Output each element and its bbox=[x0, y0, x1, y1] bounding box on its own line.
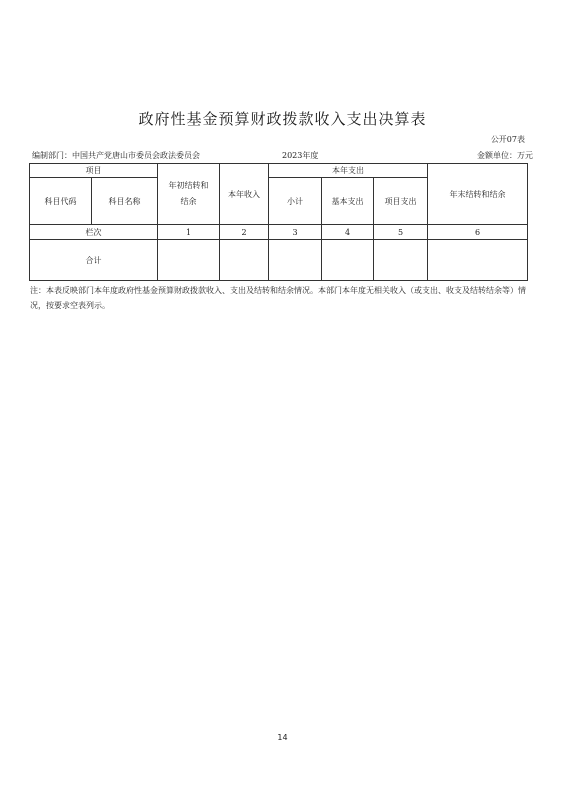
header-closing-balance: 年末结转和结余 bbox=[428, 164, 528, 225]
header-subject-name: 科目名称 bbox=[92, 178, 158, 225]
header-subject-code: 科目代码 bbox=[30, 178, 92, 225]
col-number-6: 6 bbox=[428, 225, 528, 240]
meta-row bbox=[30, 150, 535, 162]
col-number-2: 2 bbox=[220, 225, 269, 240]
budget-table bbox=[29, 163, 528, 281]
compiling-unit: 编制部门：中国共产党唐山市委员会政法委员会 bbox=[32, 151, 200, 160]
header-basic-expense: 基本支出 bbox=[322, 178, 374, 225]
header-project: 项目 bbox=[30, 164, 158, 178]
col-index-label: 栏次 bbox=[30, 225, 158, 240]
page-title: 政府性基金预算财政拨款收入支出决算表 bbox=[138, 110, 427, 128]
total-cell-2 bbox=[220, 240, 269, 281]
amount-unit: 金额单位：万元 bbox=[477, 151, 533, 160]
footnote: 注：本表反映部门本年度政府性基金预算财政拨款收入、支出及结转和结余情况。本部门本年度无相关收入（或支出、收支及结转结余等）情况，按要求空表列示。 bbox=[30, 286, 526, 310]
header-current-expense: 本年支出 bbox=[269, 164, 428, 178]
total-cell-3 bbox=[269, 240, 322, 281]
col-number-3: 3 bbox=[269, 225, 322, 240]
form-number: 公开07表 bbox=[490, 135, 525, 144]
total-cell-6 bbox=[428, 240, 528, 281]
header-project-expense: 项目支出 bbox=[374, 178, 428, 225]
header-opening-balance: 年初结转和结余 bbox=[158, 164, 220, 225]
col-number-5: 5 bbox=[374, 225, 428, 240]
header-subtotal: 小计 bbox=[269, 178, 322, 225]
col-number-1: 1 bbox=[158, 225, 220, 240]
total-label: 合计 bbox=[30, 240, 158, 281]
header-current-income: 本年收入 bbox=[220, 164, 269, 225]
total-cell-5 bbox=[374, 240, 428, 281]
col-number-4: 4 bbox=[322, 225, 374, 240]
page-number: 14 bbox=[277, 733, 288, 742]
fiscal-year: 2023年度 bbox=[282, 151, 319, 160]
total-cell-1 bbox=[158, 240, 220, 281]
total-cell-4 bbox=[322, 240, 374, 281]
